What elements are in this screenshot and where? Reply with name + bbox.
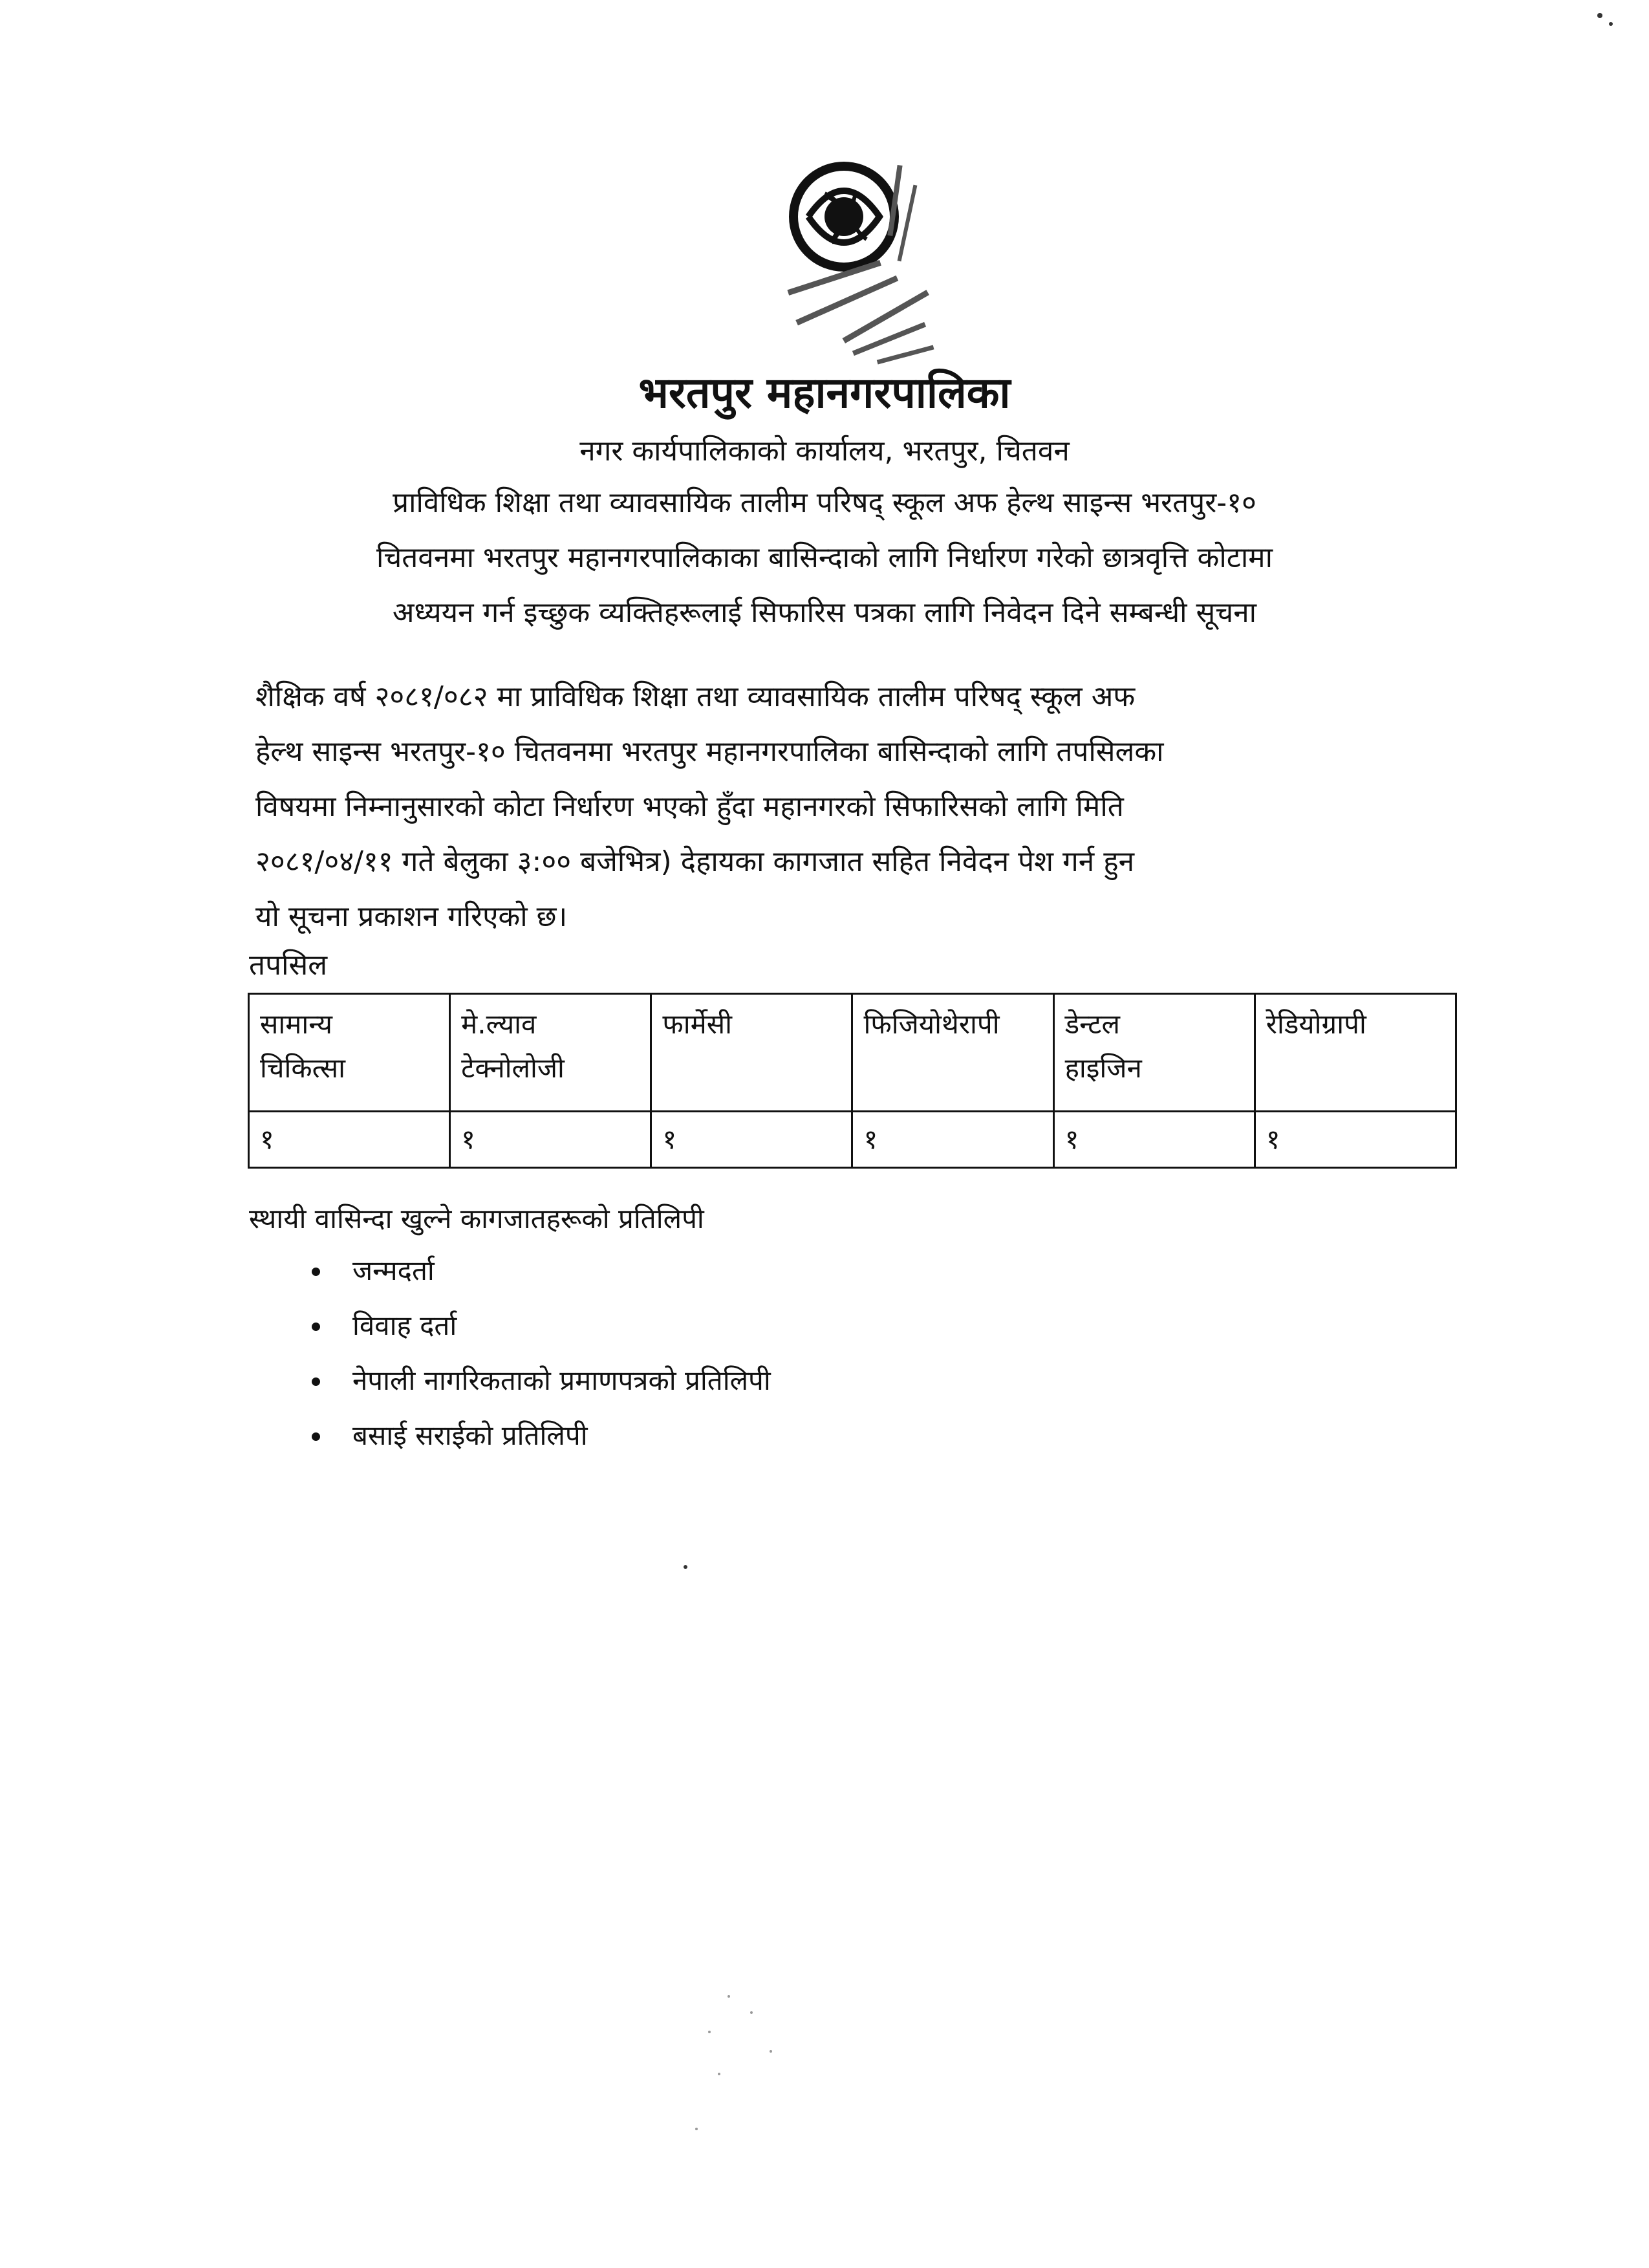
seat-count-cell: १ <box>450 1112 651 1168</box>
scan-speck <box>1597 13 1602 18</box>
subject-name-cont: चिकित्सा <box>260 1052 345 1084</box>
document-name: जन्मदर्ता <box>352 1255 435 1286</box>
scan-speck <box>684 1565 687 1569</box>
details-label: तपसिल <box>249 949 328 982</box>
organization-name: भरतपुर महानगरपालिका <box>638 368 1011 418</box>
document-name: नेपाली नागरिकताको प्रमाणपत्रको प्रतिलिपी <box>352 1365 771 1396</box>
notice-body-line: २०८१/०४/११ गते बेलुका ३:०० बजेभित्र) देहायका कागजात सहित निवेदन पेश गर्न हुन <box>255 845 1135 878</box>
scan-speck <box>718 2073 720 2075</box>
subject-name-cont: हाइजिन <box>1064 1052 1142 1084</box>
notice-body-line: यो सूचना प्रकाशन गरिएको छ। <box>255 900 568 933</box>
scan-speck <box>695 2128 698 2130</box>
notice-subject-line: प्राविधिक शिक्षा तथा व्यावसायिक तालीम परिषद् स्कूल अफ हेल्थ साइन्स भरतपुर-१० <box>393 486 1256 519</box>
notice-body-line: हेल्थ साइन्स भरतपुर-१० चितवनमा भरतपुर महानगरपालिका बासिन्दाको लागि तपसिलका <box>255 735 1164 768</box>
document-name: बसाई सराईको प्रतिलिपी <box>352 1420 588 1451</box>
table-header-cell <box>651 994 852 1112</box>
bullet-icon <box>312 1377 320 1386</box>
table-header-cell <box>450 994 651 1112</box>
document-name: विवाह दर्ता <box>352 1310 457 1341</box>
seat-count-cell: १ <box>651 1112 852 1168</box>
bullet-icon <box>312 1323 320 1331</box>
subject-name: सामान्य <box>260 1008 333 1040</box>
table-header-cell <box>1255 994 1456 1112</box>
subject-name: डेन्टल <box>1064 1008 1120 1040</box>
subject-name: फार्मेसी <box>662 1008 732 1040</box>
scan-speck <box>727 1995 730 1998</box>
documents-title: स्थायी वासिन्दा खुल्ने कागजातहरूको प्रतिलिपी <box>249 1203 704 1235</box>
quota-table <box>248 993 1457 1169</box>
municipality-seal-logo <box>747 139 980 372</box>
subject-name: मे.ल्याव <box>461 1008 537 1040</box>
notice-subject-line: अध्ययन गर्न इच्छुक व्यक्तिहरूलाई सिफारिस पत्रका लागि निवेदन दिने सम्बन्धी सूचना <box>392 596 1257 629</box>
scan-speck <box>750 2011 753 2014</box>
seat-count-cell: १ <box>249 1112 450 1168</box>
notice-body-line: विषयमा निम्नानुसारको कोटा निर्धारण भएको हुँदा महानगरको सिफारिसको लागि मिति <box>255 790 1124 823</box>
table-row <box>249 1112 1456 1168</box>
seat-count-cell: १ <box>1255 1112 1456 1168</box>
bullet-icon <box>312 1268 320 1276</box>
table-header-cell <box>852 994 1053 1112</box>
table-header-cell <box>249 994 450 1112</box>
bullet-icon <box>312 1432 320 1441</box>
table-header-row <box>249 994 1456 1112</box>
scan-speck <box>708 2031 711 2033</box>
office-address: नगर कार्यपालिकाको कार्यालय, भरतपुर, चितवन <box>579 435 1070 468</box>
seat-count-cell: १ <box>852 1112 1053 1168</box>
notice-subject-line: चितवनमा भरतपुर महानगरपालिकाका बासिन्दाको लागि निर्धारण गरेको छात्रवृत्ति कोटामा <box>376 541 1273 574</box>
table-header-cell <box>1053 994 1255 1112</box>
scan-speck <box>1609 22 1613 26</box>
scan-speck <box>770 2050 772 2053</box>
subject-name: फिजियोथेरापी <box>863 1008 1000 1040</box>
subject-name-cont: टेक्नोलोजी <box>461 1052 565 1084</box>
subject-name: रेडियोग्रापी <box>1266 1008 1366 1040</box>
seat-count-cell: १ <box>1053 1112 1255 1168</box>
notice-body-line: शैक्षिक वर्ष २०८१/०८२ मा प्राविधिक शिक्षा तथा व्यावसायिक तालीम परिषद् स्कूल अफ <box>255 680 1136 713</box>
